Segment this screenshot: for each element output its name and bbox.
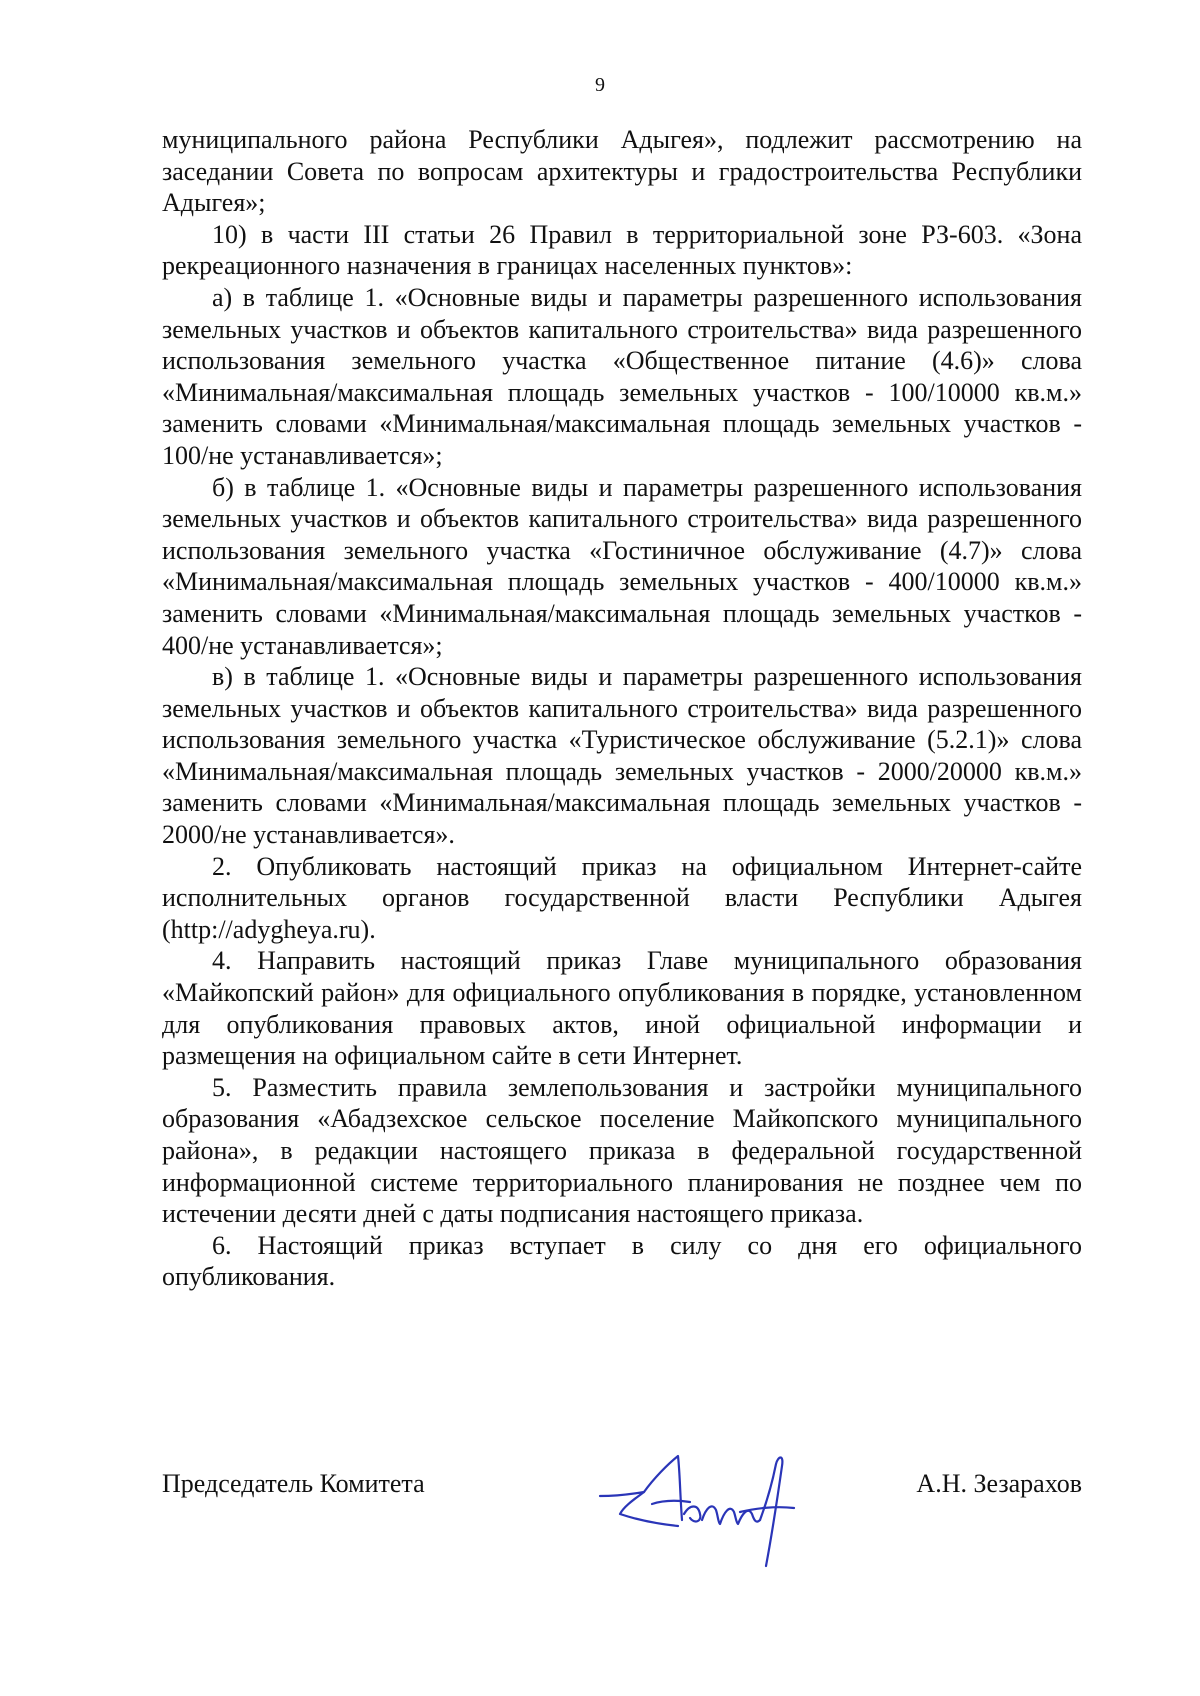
paragraph-subitem-v: в) в таблице 1. «Основные виды и параметры разрешенного использования земельных участков и объектов капитального строительства» вида разрешенного использования земельного участка «Туристическое обслуживание (5.2.1)» слова «Минимальная/максимальная площадь земельных участков - 2000/20000 кв.м.» заменить словами «Минимальная/максимальная площадь земельных участков - 2000/не устанавливается». [162, 662, 1082, 850]
signatory-name: А.Н. Зезарахов [916, 1469, 1082, 1498]
paragraph-item-5: 5. Разместить правила землепользования и застройки муниципального образования «Абадзехское сельское поселение Майкопского муниципального района», в редакции настоящего приказа в федеральной государственной информационной системе территориального планирования не позднее чем по истечении десяти дней с даты подписания настоящего приказа. [162, 1072, 1082, 1229]
paragraph-item-6: 6. Настоящий приказ вступает в силу со дня его официального опубликования. [162, 1230, 1082, 1292]
paragraph-continuation: муниципального района Республики Адыгея», подлежит рассмотрению на заседании Совета по вопросам архитектуры и градостроительства Республики Адыгея»; [162, 125, 1082, 218]
paragraph-item-2: 2. Опубликовать настоящий приказ на официальном Интернет-сайте исполнительных органов государственной власти Республики Адыгея (http://adygheya.ru). [162, 851, 1082, 944]
paragraph-subitem-a: а) в таблице 1. «Основные виды и параметры разрешенного использования земельных участков и объектов капитального строительства» вида разрешенного использования земельного участка «Общественное питание (4.6)» слова «Минимальная/максимальная площадь земельных участков - 100/10000 кв.м.» заменить словами «Минимальная/максимальная площадь земельных участков - 100/не устанавливается»; [162, 282, 1082, 470]
paragraph-subitem-b: б) в таблице 1. «Основные виды и параметры разрешенного использования земельных участков и объектов капитального строительства» вида разрешенного использования земельного участка «Гостиничное обслуживание (4.7)» слова «Минимальная/максимальная площадь земельных участков - 400/10000 кв.м.» заменить словами «Минимальная/максимальная площадь земельных участков - 400/не устанавливается»; [162, 472, 1082, 660]
paragraph-item-4: 4. Направить настоящий приказ Главе муниципального образования «Майкопский район» для официального опубликования в порядке, установленном для опубликования правовых актов, иной официальной информации и размещения на официальном сайте в сети Интернет. [162, 946, 1082, 1071]
signature-block [162, 1440, 1082, 1590]
signatory-title: Председатель Комитета [162, 1469, 425, 1498]
page-number: 9 [595, 74, 605, 96]
document-body [162, 124, 1082, 1293]
paragraph-item-10: 10) в части III статьи 26 Правил в территориальной зоне РЗ-603. «Зона рекреационного назначения в границах населенных пунктов»: [162, 219, 1082, 281]
handwritten-signature [580, 1434, 820, 1584]
